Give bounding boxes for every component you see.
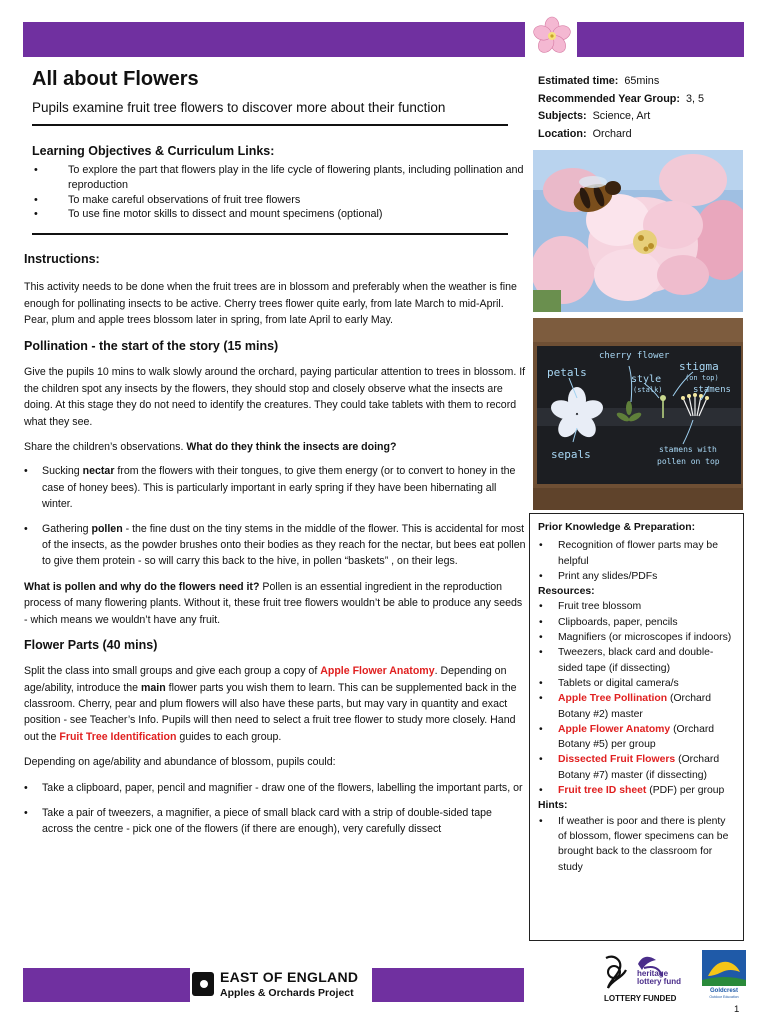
resources-list — [538, 599, 737, 798]
page-subtitle: Pupils examine fruit tree flowers to discover more about their function — [32, 100, 446, 115]
lottery-funded-text: LOTTERY FUNDED — [604, 994, 677, 1003]
list-item: • Fruit tree ID sheet (PDF) per group — [538, 783, 737, 798]
instructions-text: This activity needs to be done when the fruit trees are in blossom and preferably when the weather is fine enough for pollinating insects to be active. Cherry trees flower quite early, from late March to mid-April. Pear, plum and apple trees blossom later in spring, from late April to early May. — [24, 281, 517, 326]
divider — [32, 233, 508, 235]
goldcrest-logo — [702, 950, 746, 1000]
list-item: • Take a clipboard, paper, pencil and magnifier - draw one of the flowers, labelling the important parts, or — [24, 780, 526, 796]
instructions-heading: Instructions: — [24, 252, 100, 267]
list-item: • Recognition of flower parts may be helpful — [538, 538, 737, 569]
activity-info: Estimated time: 65mins Recommended Year Group: 3, 5 Subjects: Science, Art Location: Orchard — [538, 75, 705, 140]
list-item: • Magnifiers (or microscopes if indoors) — [538, 630, 737, 645]
resources-heading: Resources: — [538, 586, 595, 598]
list-item: • Print any slides/PDFs — [538, 569, 737, 584]
dissected-fruit-flowers-link[interactable]: Dissected Fruit Flowers — [558, 754, 676, 766]
card-label-stigma: stigma — [679, 360, 719, 373]
list-item: • Sucking nectar from the flowers with their tongues, to give them energy (or to convert to honey in the case of honey bees). This is particularly important in early spring if they have been hibernating all winter. — [24, 463, 526, 512]
apple-core-icon — [192, 972, 214, 996]
card-label-pollen-on-top: pollen on top — [657, 457, 720, 466]
apple-tree-pollination-link[interactable]: Apple Tree Pollination — [558, 693, 668, 705]
card-label-on-top: (on top) — [685, 374, 719, 382]
options-intro: Depending on age/ability and abundance of blossom, pupils could: — [24, 756, 336, 769]
list-item: • Take a pair of tweezers, a magnifier, a piece of small black card with a strip of double-sided tape across the centre - pick one of the flowers (if there are enough), very carefully dissect — [24, 805, 526, 838]
east-of-england-logo: EAST OF ENGLAND Apples & Orchards Project — [192, 968, 372, 1002]
apple-flower-anatomy-link[interactable]: Apple Flower Anatomy — [320, 665, 435, 678]
page-title: All about Flowers — [32, 68, 199, 90]
list-item: • To use fine motor skills to dissect and mount specimens (optional) — [32, 207, 526, 222]
footer-bar-right — [372, 968, 524, 1002]
observations-paragraph: Share the children’s observations. What do they think the insects are doing? — [24, 441, 397, 454]
insect-behaviour-list — [24, 463, 526, 569]
card-label-stamens: stamens — [693, 385, 731, 395]
list-item: • If weather is poor and there is plenty of blossom, flower specimens can be brought back to the classroom for study — [538, 814, 737, 875]
pollination-heading: Pollination - the start of the story (15 mins) — [24, 339, 279, 354]
list-item: • Fruit tree blossom — [538, 599, 737, 614]
list-item: • Tweezers, black card and double-sided tape (if dissecting) — [538, 645, 737, 676]
prior-list — [538, 538, 737, 584]
divider — [32, 124, 508, 126]
list-item: • Dissected Fruit Flowers (Orchard Botany #7) master (if dissecting) — [538, 752, 737, 783]
card-label-cherry: cherry flower — [599, 351, 670, 361]
svg-text:Outdoor Education: Outdoor Education — [709, 995, 739, 999]
prior-heading: Prior Knowledge & Preparation: — [538, 522, 696, 533]
card-label-style: style — [631, 374, 662, 385]
footer-bar-left — [23, 968, 190, 1002]
heritage-lottery-fund-logo: heritage lottery fund — [637, 969, 681, 986]
list-item: • Gathering pollen - the fine dust on the tiny stems in the middle of the flower. This is accidental for most of the insects, as the powder brushes onto their bodies as they reach for the nectar, but bees eat pollen to give them protein - so will carry this back to the hive, in pollen “baskets” , on their legs. — [24, 521, 526, 570]
card-label-sepals: sepals — [551, 448, 591, 461]
pollination-paragraph: Give the pupils 10 mins to walk slowly around the orchard, paying particular attention to trees in blossom. If the children spot any insects by the flowers, they should stop and closely observe what the insects are doing. At this stage they do not need to identify the creatures. They could take tablets with them to record what they see. — [24, 366, 526, 428]
flower-parts-heading: Flower Parts (40 mins) — [24, 638, 158, 653]
list-item: • To explore the part that flowers play in the life cycle of flowering plants, including pollination and reproduction — [32, 163, 526, 193]
hints-list — [538, 814, 737, 875]
list-item: • Clipboards, paper, pencils — [538, 615, 737, 630]
hints-heading: Hints: — [538, 800, 568, 812]
dissected-flower-card-photo — [533, 318, 743, 510]
activity-options-list — [24, 780, 526, 838]
list-item: • To make careful observations of fruit tree flowers — [32, 193, 526, 208]
svg-text:Goldcrest: Goldcrest — [709, 988, 739, 994]
prior-knowledge-panel — [529, 513, 744, 941]
objectives-list — [32, 163, 526, 222]
header-bar-left — [23, 22, 525, 57]
flower-parts-paragraph: Split the class into small groups and give each group a copy of Apple Flower Anatomy. Depending on age/ability, introduce the main flower parts you wish them to learn. This can be supplemented back in the classroom. Cherry, pear and plum flowers will also have these parts, but may vary in quantity and exact position - see Teacher’s Info. Pupils will then need to select a fruit tree flower to study more closely. Hand out the Fruit Tree Identification guides to each group. — [24, 665, 517, 743]
pollen-paragraph: What is pollen and why do the flowers need it? Pollen is an essential ingredient in the reproduction process of many flowering plants. Without it, these fruit tree flowers wouldn’t be able to produce any seeds - which means we wouldn’t have any fruit. — [24, 580, 523, 626]
page-number: 1 — [734, 1004, 740, 1015]
bee-on-blossom-photo — [533, 150, 743, 312]
card-label-petals: petals — [547, 366, 587, 379]
header-bar-right — [577, 22, 744, 57]
objectives-heading: Learning Objectives & Curriculum Links: — [32, 144, 275, 158]
apple-flower-anatomy-resource-link[interactable]: Apple Flower Anatomy — [558, 723, 671, 735]
card-label-stamens-with: stamens with — [659, 445, 717, 454]
list-item: • Tablets or digital camera/s — [538, 676, 737, 691]
main-column — [24, 64, 526, 838]
blossom-icon — [532, 16, 572, 56]
fruit-tree-id-sheet-link[interactable]: Fruit tree ID sheet — [558, 785, 647, 797]
fruit-tree-identification-link[interactable]: Fruit Tree Identification — [59, 730, 177, 743]
list-item: • Apple Tree Pollination (Orchard Botany #2) master — [538, 691, 737, 722]
list-item: • Apple Flower Anatomy (Orchard Botany #5) per group — [538, 722, 737, 753]
card-label-stalk: (stalk) — [633, 386, 663, 394]
